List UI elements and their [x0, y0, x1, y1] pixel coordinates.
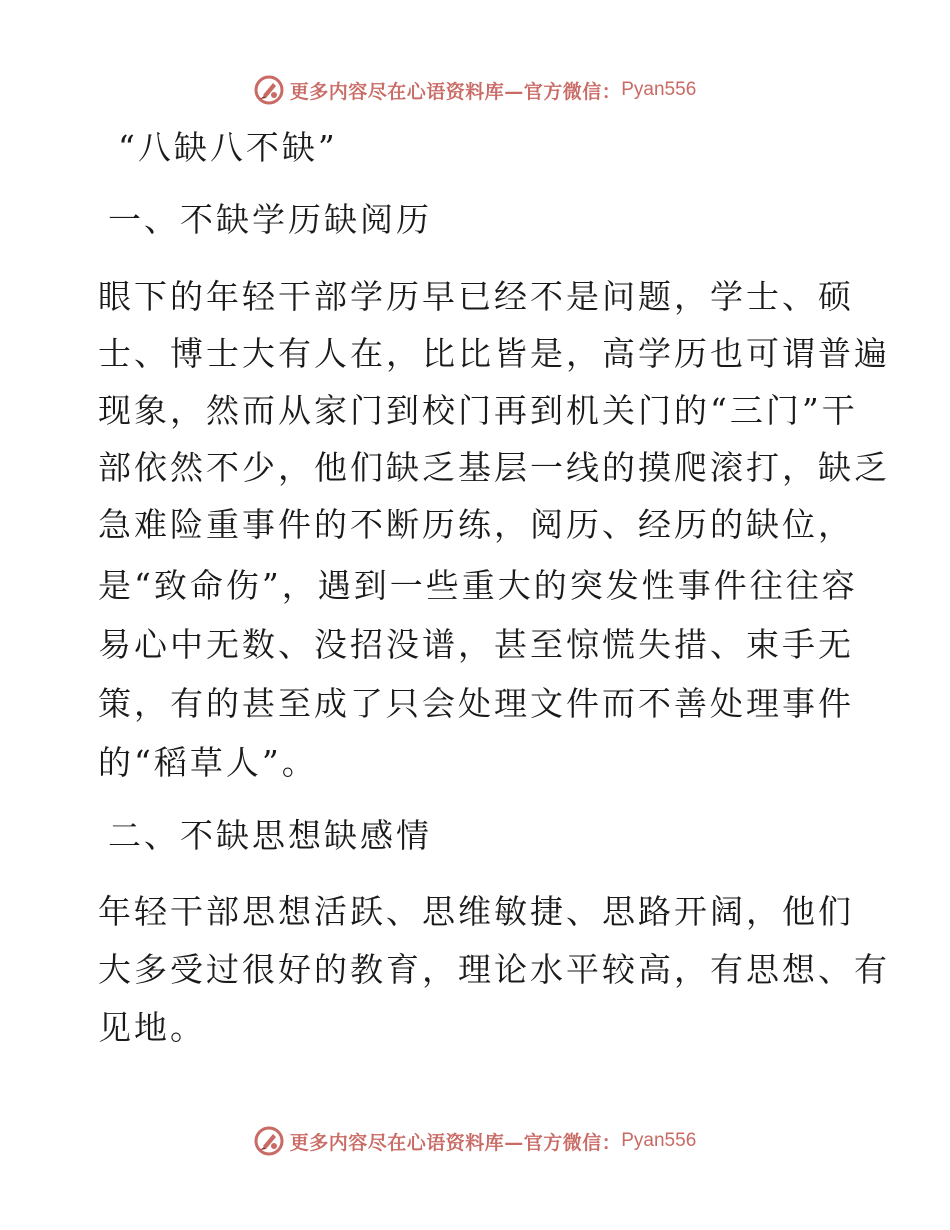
watermark-text: 更多内容尽在心语资料库—官方微信：: [289, 1131, 622, 1154]
paragraph-line: 见地。: [98, 1008, 206, 1047]
paragraph-line: 大多受过很好的教育，理论水平较高，有思想、有: [98, 950, 890, 989]
paragraph-line: 现象，然而从家门到校门再到机关门的“三门”干: [98, 391, 858, 430]
paragraph-line: 的“稻草人”。: [98, 743, 318, 782]
document-title: “八缺八不缺”: [118, 128, 338, 167]
paragraph-line: 部依然不少，他们缺乏基层一线的摸爬滚打，缺乏: [98, 448, 890, 487]
footer-watermark: [0, 1121, 950, 1161]
watermark-text: 更多内容尽在心语资料库—官方微信：: [289, 80, 622, 103]
paragraph-line: 易心中无数、没招没谱，甚至惊慌失措、束手无: [98, 625, 854, 664]
watermark-wechat-id: Pyan556: [621, 1130, 697, 1151]
paragraph-line: 年轻干部思想活跃、思维敏捷、思路开阔，他们: [98, 892, 854, 931]
watermark-wechat-id: Pyan556: [621, 79, 697, 100]
hand-pen-logo-icon: [254, 1126, 284, 1156]
section-heading-2: 二、不缺思想缺感情: [108, 816, 432, 855]
paragraph-line: 眼下的年轻干部学历早已经不是问题，学士、硕: [98, 277, 854, 316]
paragraph-line: 是“致命伤”，遇到一些重大的突发性事件往往容: [98, 566, 858, 605]
paragraph-line: 策，有的甚至成了只会处理文件而不善处理事件: [98, 684, 854, 723]
paragraph-line: 士、博士大有人在，比比皆是，高学历也可谓普遍: [98, 334, 890, 373]
section-heading-1: 一、不缺学历缺阅历: [108, 200, 432, 239]
paragraph-line: 急难险重事件的不断历练，阅历、经历的缺位，: [98, 505, 854, 544]
